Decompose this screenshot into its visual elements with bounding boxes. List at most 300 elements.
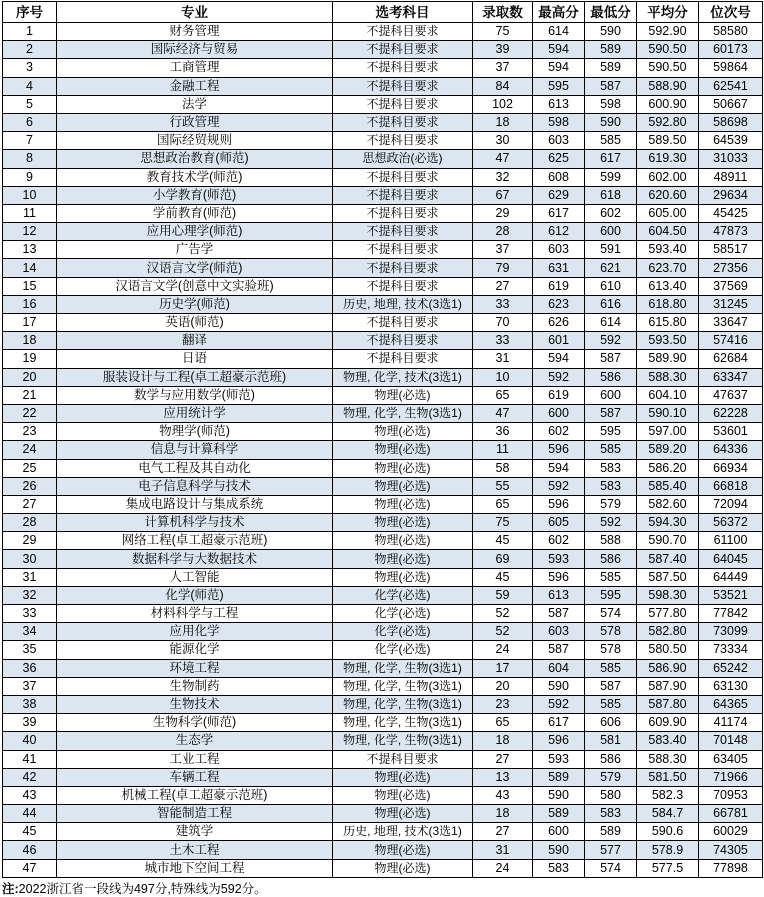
- cell-rank: 62684: [699, 350, 763, 368]
- cell-max-score: 596: [533, 441, 585, 459]
- cell-count: 18: [473, 113, 533, 131]
- cell-max-score: 603: [533, 623, 585, 641]
- table-row: [3, 532, 763, 550]
- cell-rank: 33647: [699, 314, 763, 332]
- cell-max-score: 619: [533, 386, 585, 404]
- cell-avg-score: 580.50: [637, 641, 699, 659]
- cell-major: 法学: [57, 95, 333, 113]
- cell-subject: 不提科目要求: [333, 350, 473, 368]
- cell-major: 土木工程: [57, 841, 333, 859]
- cell-avg-score: 588.90: [637, 77, 699, 95]
- cell-rank: 64365: [699, 695, 763, 713]
- table-row: [3, 768, 763, 786]
- cell-index: 46: [3, 841, 57, 859]
- cell-count: 58: [473, 459, 533, 477]
- cell-index: 28: [3, 514, 57, 532]
- cell-major: 电子信息科学与技术: [57, 477, 333, 495]
- cell-index: 44: [3, 805, 57, 823]
- cell-subject: 不提科目要求: [333, 259, 473, 277]
- cell-major: 国际经贸规则: [57, 132, 333, 150]
- cell-avg-score: 592.80: [637, 113, 699, 131]
- cell-rank: 47873: [699, 223, 763, 241]
- cell-count: 65: [473, 714, 533, 732]
- cell-index: 10: [3, 186, 57, 204]
- cell-count: 55: [473, 477, 533, 495]
- cell-avg-score: 577.5: [637, 859, 699, 877]
- cell-count: 67: [473, 186, 533, 204]
- table-row: [3, 204, 763, 222]
- cell-avg-score: 589.90: [637, 350, 699, 368]
- cell-avg-score: 615.80: [637, 314, 699, 332]
- cell-subject: 物理, 化学, 生物(3选1): [333, 404, 473, 422]
- cell-major: 数据科学与大数据技术: [57, 550, 333, 568]
- cell-max-score: 625: [533, 150, 585, 168]
- cell-avg-score: 590.70: [637, 532, 699, 550]
- table-row: [3, 659, 763, 677]
- cell-avg-score: 586.20: [637, 459, 699, 477]
- cell-major: 广告学: [57, 241, 333, 259]
- cell-avg-score: 582.80: [637, 623, 699, 641]
- cell-max-score: 596: [533, 568, 585, 586]
- cell-rank: 65242: [699, 659, 763, 677]
- cell-index: 12: [3, 223, 57, 241]
- cell-count: 79: [473, 259, 533, 277]
- cell-subject: 不提科目要求: [333, 95, 473, 113]
- cell-rank: 61100: [699, 532, 763, 550]
- cell-count: 11: [473, 441, 533, 459]
- cell-index: 13: [3, 241, 57, 259]
- cell-max-score: 594: [533, 41, 585, 59]
- cell-avg-score: 588.30: [637, 750, 699, 768]
- cell-avg-score: 594.30: [637, 514, 699, 532]
- cell-subject: 物理, 化学, 生物(3选1): [333, 732, 473, 750]
- cell-max-score: 592: [533, 368, 585, 386]
- cell-max-score: 590: [533, 786, 585, 804]
- cell-subject: 不提科目要求: [333, 59, 473, 77]
- cell-min-score: 590: [585, 113, 637, 131]
- cell-min-score: 578: [585, 641, 637, 659]
- cell-subject: 物理, 化学, 生物(3选1): [333, 695, 473, 713]
- cell-subject: 不提科目要求: [333, 314, 473, 332]
- cell-major: 城市地下空间工程: [57, 859, 333, 877]
- cell-max-score: 608: [533, 168, 585, 186]
- table-header: [3, 2, 763, 23]
- table-row: [3, 41, 763, 59]
- cell-avg-score: 618.80: [637, 295, 699, 313]
- cell-subject: 化学(必选): [333, 605, 473, 623]
- cell-max-score: 623: [533, 295, 585, 313]
- table-row: [3, 314, 763, 332]
- cell-avg-score: 578.9: [637, 841, 699, 859]
- cell-count: 20: [473, 677, 533, 695]
- cell-max-score: 589: [533, 768, 585, 786]
- cell-rank: 66818: [699, 477, 763, 495]
- cell-min-score: 589: [585, 59, 637, 77]
- cell-rank: 77898: [699, 859, 763, 877]
- cell-index: 38: [3, 695, 57, 713]
- cell-max-score: 590: [533, 677, 585, 695]
- table-row: [3, 750, 763, 768]
- cell-min-score: 588: [585, 532, 637, 550]
- cell-count: 13: [473, 768, 533, 786]
- cell-avg-score: 587.80: [637, 695, 699, 713]
- cell-index: 42: [3, 768, 57, 786]
- cell-index: 47: [3, 859, 57, 877]
- cell-index: 23: [3, 423, 57, 441]
- cell-min-score: 574: [585, 605, 637, 623]
- table-row: [3, 332, 763, 350]
- column-header-avg-score: 平均分: [637, 2, 699, 23]
- table-body: [3, 23, 763, 878]
- cell-subject: 物理(必选): [333, 841, 473, 859]
- cell-avg-score: 586.90: [637, 659, 699, 677]
- cell-min-score: 618: [585, 186, 637, 204]
- cell-subject: 不提科目要求: [333, 113, 473, 131]
- table-row: [3, 95, 763, 113]
- cell-subject: 物理(必选): [333, 495, 473, 513]
- cell-major: 日语: [57, 350, 333, 368]
- cell-min-score: 585: [585, 568, 637, 586]
- cell-min-score: 583: [585, 805, 637, 823]
- cell-major: 网络工程(卓工超豪示范班): [57, 532, 333, 550]
- cell-index: 2: [3, 41, 57, 59]
- table-row: [3, 150, 763, 168]
- table-row: [3, 77, 763, 95]
- cell-rank: 41174: [699, 714, 763, 732]
- cell-major: 财务管理: [57, 23, 333, 41]
- cell-max-score: 603: [533, 132, 585, 150]
- table-row: [3, 368, 763, 386]
- table-row: [3, 168, 763, 186]
- cell-major: 生物科学(师范): [57, 714, 333, 732]
- table-row: [3, 23, 763, 41]
- cell-index: 3: [3, 59, 57, 77]
- cell-avg-score: 598.30: [637, 586, 699, 604]
- cell-max-score: 617: [533, 714, 585, 732]
- table-row: [3, 859, 763, 877]
- cell-avg-score: 604.10: [637, 386, 699, 404]
- cell-subject: 物理, 化学, 技术(3选1): [333, 368, 473, 386]
- table-row: [3, 441, 763, 459]
- cell-index: 1: [3, 23, 57, 41]
- cell-rank: 31033: [699, 150, 763, 168]
- cell-count: 65: [473, 495, 533, 513]
- cell-major: 环境工程: [57, 659, 333, 677]
- table-row: [3, 404, 763, 422]
- cell-max-score: 604: [533, 659, 585, 677]
- cell-avg-score: 590.50: [637, 41, 699, 59]
- cell-rank: 64045: [699, 550, 763, 568]
- table-row: [3, 786, 763, 804]
- cell-subject: 不提科目要求: [333, 132, 473, 150]
- cell-count: 84: [473, 77, 533, 95]
- cell-max-score: 596: [533, 732, 585, 750]
- cell-min-score: 585: [585, 441, 637, 459]
- cell-rank: 72094: [699, 495, 763, 513]
- cell-max-score: 598: [533, 113, 585, 131]
- cell-avg-score: 585.40: [637, 477, 699, 495]
- cell-count: 28: [473, 223, 533, 241]
- column-header-count: 录取数: [473, 2, 533, 23]
- cell-index: 6: [3, 113, 57, 131]
- cell-max-score: 602: [533, 532, 585, 550]
- cell-count: 69: [473, 550, 533, 568]
- cell-max-score: 596: [533, 495, 585, 513]
- cell-max-score: 587: [533, 605, 585, 623]
- cell-avg-score: 582.3: [637, 786, 699, 804]
- cell-count: 18: [473, 805, 533, 823]
- cell-rank: 64449: [699, 568, 763, 586]
- cell-max-score: 603: [533, 241, 585, 259]
- cell-count: 59: [473, 586, 533, 604]
- cell-major: 英语(师范): [57, 314, 333, 332]
- table-row: [3, 841, 763, 859]
- cell-count: 102: [473, 95, 533, 113]
- cell-avg-score: 620.60: [637, 186, 699, 204]
- cell-subject: 物理(必选): [333, 477, 473, 495]
- cell-index: 41: [3, 750, 57, 768]
- cell-index: 9: [3, 168, 57, 186]
- cell-rank: 73099: [699, 623, 763, 641]
- cell-min-score: 616: [585, 295, 637, 313]
- cell-min-score: 598: [585, 95, 637, 113]
- cell-major: 能源化学: [57, 641, 333, 659]
- cell-min-score: 617: [585, 150, 637, 168]
- cell-rank: 63130: [699, 677, 763, 695]
- cell-avg-score: 587.50: [637, 568, 699, 586]
- cell-max-score: 612: [533, 223, 585, 241]
- cell-count: 52: [473, 623, 533, 641]
- cell-rank: 50667: [699, 95, 763, 113]
- cell-rank: 58517: [699, 241, 763, 259]
- cell-index: 40: [3, 732, 57, 750]
- cell-major: 数学与应用数学(师范): [57, 386, 333, 404]
- cell-subject: 不提科目要求: [333, 750, 473, 768]
- cell-count: 37: [473, 241, 533, 259]
- cell-index: 22: [3, 404, 57, 422]
- cell-index: 45: [3, 823, 57, 841]
- cell-min-score: 614: [585, 314, 637, 332]
- cell-subject: 物理(必选): [333, 514, 473, 532]
- cell-min-score: 587: [585, 404, 637, 422]
- cell-min-score: 587: [585, 77, 637, 95]
- cell-index: 27: [3, 495, 57, 513]
- cell-subject: 思想政治(必选): [333, 150, 473, 168]
- cell-major: 计算机科学与技术: [57, 514, 333, 532]
- column-header-index: 序号: [3, 2, 57, 23]
- cell-min-score: 586: [585, 368, 637, 386]
- cell-avg-score: 589.50: [637, 132, 699, 150]
- cell-max-score: 594: [533, 459, 585, 477]
- cell-min-score: 581: [585, 732, 637, 750]
- table-row: [3, 695, 763, 713]
- cell-avg-score: 581.50: [637, 768, 699, 786]
- cell-major: 应用统计学: [57, 404, 333, 422]
- cell-count: 30: [473, 132, 533, 150]
- cell-count: 75: [473, 23, 533, 41]
- cell-major: 应用心理学(师范): [57, 223, 333, 241]
- cell-index: 5: [3, 95, 57, 113]
- cell-avg-score: 593.50: [637, 332, 699, 350]
- cell-major: 生物技术: [57, 695, 333, 713]
- cell-min-score: 606: [585, 714, 637, 732]
- cell-max-score: 614: [533, 23, 585, 41]
- column-header-major: 专业: [57, 2, 333, 23]
- cell-major: 汉语言文学(师范): [57, 259, 333, 277]
- cell-subject: 不提科目要求: [333, 223, 473, 241]
- cell-min-score: 583: [585, 459, 637, 477]
- table-row: [3, 423, 763, 441]
- cell-min-score: 574: [585, 859, 637, 877]
- cell-min-score: 592: [585, 332, 637, 350]
- cell-index: 37: [3, 677, 57, 695]
- cell-major: 集成电路设计与集成系统: [57, 495, 333, 513]
- cell-count: 31: [473, 350, 533, 368]
- cell-major: 智能制造工程: [57, 805, 333, 823]
- cell-min-score: 583: [585, 477, 637, 495]
- cell-count: 27: [473, 823, 533, 841]
- cell-rank: 53601: [699, 423, 763, 441]
- cell-rank: 56372: [699, 514, 763, 532]
- cell-index: 21: [3, 386, 57, 404]
- cell-avg-score: 590.50: [637, 59, 699, 77]
- cell-avg-score: 623.70: [637, 259, 699, 277]
- table-row: [3, 259, 763, 277]
- column-header-subject: 选考科目: [333, 2, 473, 23]
- cell-index: 18: [3, 332, 57, 350]
- table-row: [3, 132, 763, 150]
- table-row: [3, 295, 763, 313]
- cell-count: 39: [473, 41, 533, 59]
- cell-major: 金融工程: [57, 77, 333, 95]
- cell-min-score: 587: [585, 350, 637, 368]
- cell-avg-score: 609.90: [637, 714, 699, 732]
- cell-rank: 74305: [699, 841, 763, 859]
- cell-avg-score: 583.40: [637, 732, 699, 750]
- cell-count: 23: [473, 695, 533, 713]
- table-row: [3, 241, 763, 259]
- table-row: [3, 186, 763, 204]
- cell-subject: 物理, 化学, 生物(3选1): [333, 677, 473, 695]
- cell-avg-score: 597.00: [637, 423, 699, 441]
- cell-max-score: 617: [533, 204, 585, 222]
- cell-rank: 77842: [699, 605, 763, 623]
- cell-index: 14: [3, 259, 57, 277]
- cell-rank: 47637: [699, 386, 763, 404]
- cell-max-score: 587: [533, 641, 585, 659]
- cell-min-score: 595: [585, 586, 637, 604]
- cell-min-score: 580: [585, 786, 637, 804]
- cell-subject: 不提科目要求: [333, 277, 473, 295]
- cell-min-score: 579: [585, 495, 637, 513]
- cell-count: 37: [473, 59, 533, 77]
- cell-major: 翻译: [57, 332, 333, 350]
- cell-max-score: 600: [533, 823, 585, 841]
- cell-max-score: 594: [533, 59, 585, 77]
- cell-index: 34: [3, 623, 57, 641]
- cell-subject: 物理(必选): [333, 532, 473, 550]
- cell-rank: 71966: [699, 768, 763, 786]
- cell-min-score: 577: [585, 841, 637, 859]
- cell-max-score: 601: [533, 332, 585, 350]
- cell-avg-score: 587.90: [637, 677, 699, 695]
- cell-min-score: 585: [585, 659, 637, 677]
- cell-major: 生态学: [57, 732, 333, 750]
- cell-count: 52: [473, 605, 533, 623]
- cell-count: 17: [473, 659, 533, 677]
- cell-major: 国际经济与贸易: [57, 41, 333, 59]
- cell-rank: 60029: [699, 823, 763, 841]
- table-row: [3, 495, 763, 513]
- table-row: [3, 459, 763, 477]
- cell-min-score: 602: [585, 204, 637, 222]
- cell-min-score: 591: [585, 241, 637, 259]
- cell-avg-score: 600.90: [637, 95, 699, 113]
- cell-min-score: 599: [585, 168, 637, 186]
- cell-avg-score: 602.00: [637, 168, 699, 186]
- cell-subject: 化学(必选): [333, 623, 473, 641]
- cell-count: 75: [473, 514, 533, 532]
- cell-min-score: 578: [585, 623, 637, 641]
- table-row: [3, 568, 763, 586]
- cell-rank: 66934: [699, 459, 763, 477]
- table-row: [3, 623, 763, 641]
- cell-avg-score: 584.7: [637, 805, 699, 823]
- cell-count: 47: [473, 404, 533, 422]
- cell-index: 36: [3, 659, 57, 677]
- cell-min-score: 586: [585, 550, 637, 568]
- cell-subject: 化学(必选): [333, 641, 473, 659]
- cell-major: 汉语言文学(创意中文实验班): [57, 277, 333, 295]
- header-row: [3, 2, 763, 23]
- cell-count: 24: [473, 641, 533, 659]
- table-row: [3, 277, 763, 295]
- cell-rank: 53521: [699, 586, 763, 604]
- cell-index: 16: [3, 295, 57, 313]
- cell-count: 36: [473, 423, 533, 441]
- cell-max-score: 595: [533, 77, 585, 95]
- cell-subject: 不提科目要求: [333, 41, 473, 59]
- table-row: [3, 641, 763, 659]
- cell-max-score: 626: [533, 314, 585, 332]
- cell-index: 29: [3, 532, 57, 550]
- cell-subject: 物理, 化学, 生物(3选1): [333, 659, 473, 677]
- cell-major: 车辆工程: [57, 768, 333, 786]
- cell-subject: 历史, 地理, 技术(3选1): [333, 823, 473, 841]
- cell-avg-score: 589.20: [637, 441, 699, 459]
- cell-count: 45: [473, 532, 533, 550]
- cell-index: 33: [3, 605, 57, 623]
- cell-min-score: 589: [585, 823, 637, 841]
- cell-rank: 60173: [699, 41, 763, 59]
- cell-max-score: 594: [533, 350, 585, 368]
- footnote-label: 注:: [2, 881, 19, 896]
- cell-max-score: 592: [533, 695, 585, 713]
- cell-avg-score: 619.30: [637, 150, 699, 168]
- column-header-min-score: 最低分: [585, 2, 637, 23]
- cell-min-score: 585: [585, 132, 637, 150]
- cell-avg-score: 587.40: [637, 550, 699, 568]
- cell-count: 27: [473, 277, 533, 295]
- cell-index: 8: [3, 150, 57, 168]
- cell-subject: 物理(必选): [333, 386, 473, 404]
- cell-index: 20: [3, 368, 57, 386]
- cell-max-score: 589: [533, 805, 585, 823]
- cell-index: 32: [3, 586, 57, 604]
- cell-min-score: 600: [585, 223, 637, 241]
- cell-count: 43: [473, 786, 533, 804]
- cell-count: 45: [473, 568, 533, 586]
